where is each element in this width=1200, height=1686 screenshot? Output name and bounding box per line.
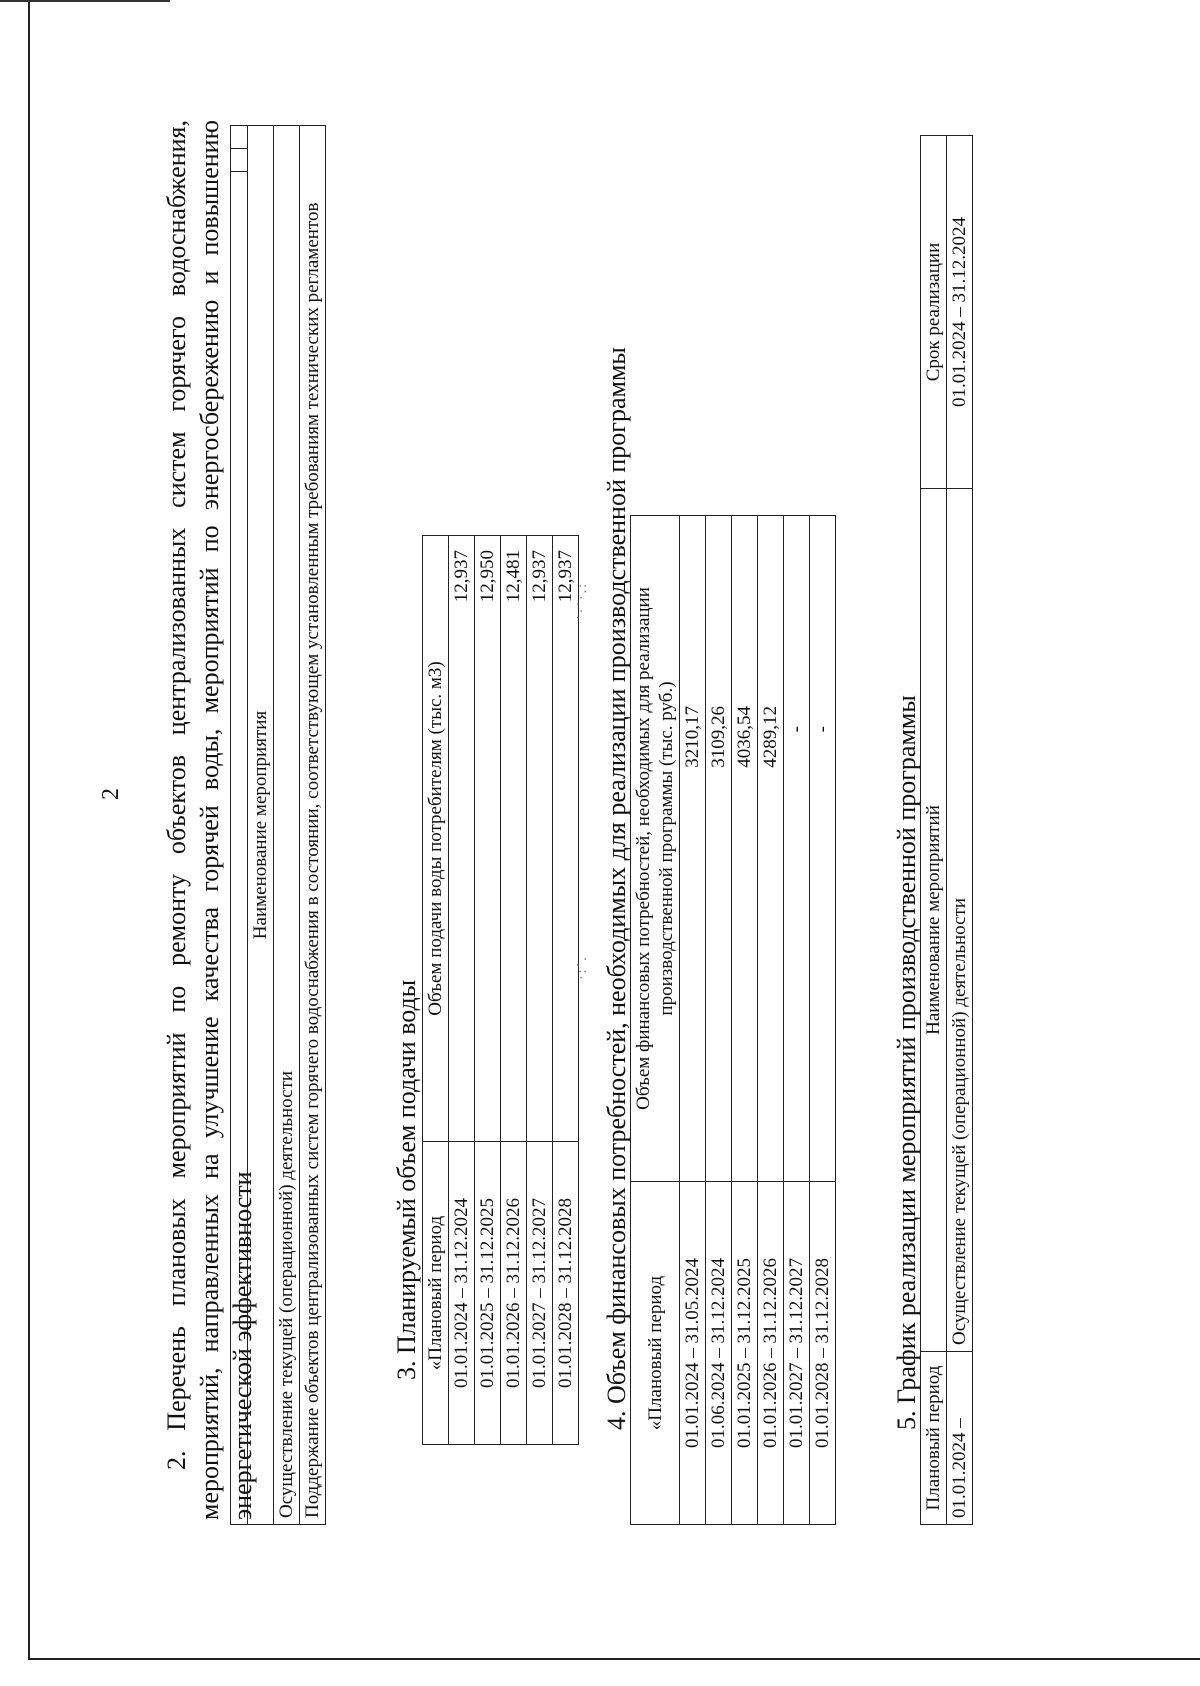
column-header: «Плановый период <box>423 1142 449 1445</box>
table-row <box>784 516 810 1525</box>
table-cell: 01.01.2024 – 31.12.2024 <box>947 136 973 489</box>
table-cell: 01.01.2026 – 31.12.2026 <box>758 1182 784 1525</box>
rotated-page-content <box>0 40 1160 1680</box>
table-row <box>947 136 973 1525</box>
table-row <box>680 516 706 1525</box>
table-header-row <box>921 136 947 1525</box>
section-4-table <box>630 515 836 1525</box>
table-cell: 01.01.2025 – 31.12.2025 <box>732 1182 758 1525</box>
section-3-heading: 3. Планируемый объем подачи воды <box>392 979 421 1380</box>
column-header: Плановый период <box>921 1352 947 1525</box>
column-header: Срок реализации <box>921 136 947 489</box>
table-cell: 3109,26 <box>706 516 732 1182</box>
column-header: «Плановый период <box>631 1182 680 1525</box>
table-row <box>706 516 732 1525</box>
page-number: 2 <box>98 788 124 800</box>
table-cell: 01.01.2028 – 31.12.2028 <box>810 1182 836 1525</box>
table-row <box>553 536 579 1445</box>
table-row <box>475 536 501 1445</box>
table-row <box>231 126 248 1525</box>
table-row <box>810 516 836 1525</box>
table-cell: 12,937 <box>553 536 579 1142</box>
table-row <box>501 536 527 1445</box>
table-cell: 01.01.2024 – 31.05.2024 <box>680 1182 706 1525</box>
table-cell: 01.01.2027 – 31.12.2027 <box>784 1182 810 1525</box>
table-cell: 01.01.2025 – 31.12.2025 <box>475 1142 501 1445</box>
table-cell: 4289,12 <box>758 516 784 1182</box>
column-header: Наименование мероприятия <box>248 126 274 1525</box>
table-cell: Осуществление текущей (операционной) деятельности <box>947 489 973 1352</box>
section-5-table <box>920 135 973 1525</box>
scan-artifact: ˙·˙·.: <box>575 581 590 620</box>
table-header-row <box>248 126 274 1525</box>
section-2-table <box>230 125 326 1525</box>
table-cell: 12,950 <box>475 536 501 1142</box>
table-row <box>758 516 784 1525</box>
table-row <box>274 126 300 1525</box>
page-edge <box>0 0 170 2</box>
table-row <box>300 126 326 1525</box>
table-cell: 01.06.2024 – 31.12.2024 <box>706 1182 732 1525</box>
table-cell: Осуществление текущей (операционной) деятельности <box>274 126 300 1525</box>
table-header-row <box>423 536 449 1445</box>
table-cell: - <box>810 516 836 1182</box>
table-cell: 01.01.2027 – 31.12.2027 <box>527 1142 553 1445</box>
table-cell: 01.01.2026 – 31.12.2026 <box>501 1142 527 1445</box>
table-row <box>449 536 475 1445</box>
section-3-table <box>422 535 579 1445</box>
table-cell: 3210,17 <box>680 516 706 1182</box>
section-4-heading: 4. Объем финансовых потребностей, необходимых для реализации производственной программы <box>602 347 631 1430</box>
table-cell: 4036,54 <box>732 516 758 1182</box>
section-5-heading: 5. График реализации мероприятий производственной программы <box>892 695 921 1430</box>
column-header: Объем финансовых потребностей, необходимых для реализации производственной программы (тыс. руб.) <box>631 516 680 1182</box>
table-cell: 01.01.2028 – 31.12.2028 <box>553 1142 579 1445</box>
table-cell: 12,937 <box>449 536 475 1142</box>
table-cell: 12,481 <box>501 536 527 1142</box>
scan-artifact: ·:˙. <box>575 955 590 980</box>
table-cell: 01.01.2024 – <box>947 1352 973 1525</box>
column-header: Наименование мероприятий <box>921 489 947 1352</box>
table-cell: 12,937 <box>527 536 553 1142</box>
table-cell: 01.01.2024 – 31.12.2024 <box>449 1142 475 1445</box>
table-cell: - <box>784 516 810 1182</box>
column-header: Объем подачи воды потребителям (тыс. м3) <box>423 536 449 1142</box>
table-row <box>732 516 758 1525</box>
table-header-row <box>631 516 680 1525</box>
section-2-heading: 2. Перечень плановых мероприятий по ремонту объектов централизованных систем горячего водоснабжения, мероприятий, направленных на улучшение качества горячей воды, мероприятий по энергосбережению и повышению энергетической эффективности <box>162 120 257 1520</box>
table-row <box>527 536 553 1445</box>
table-cell: Поддержание объектов централизованных систем горячего водоснабжения в состоянии, соответствующем установленным требованиям технических регламентов <box>300 126 326 1525</box>
